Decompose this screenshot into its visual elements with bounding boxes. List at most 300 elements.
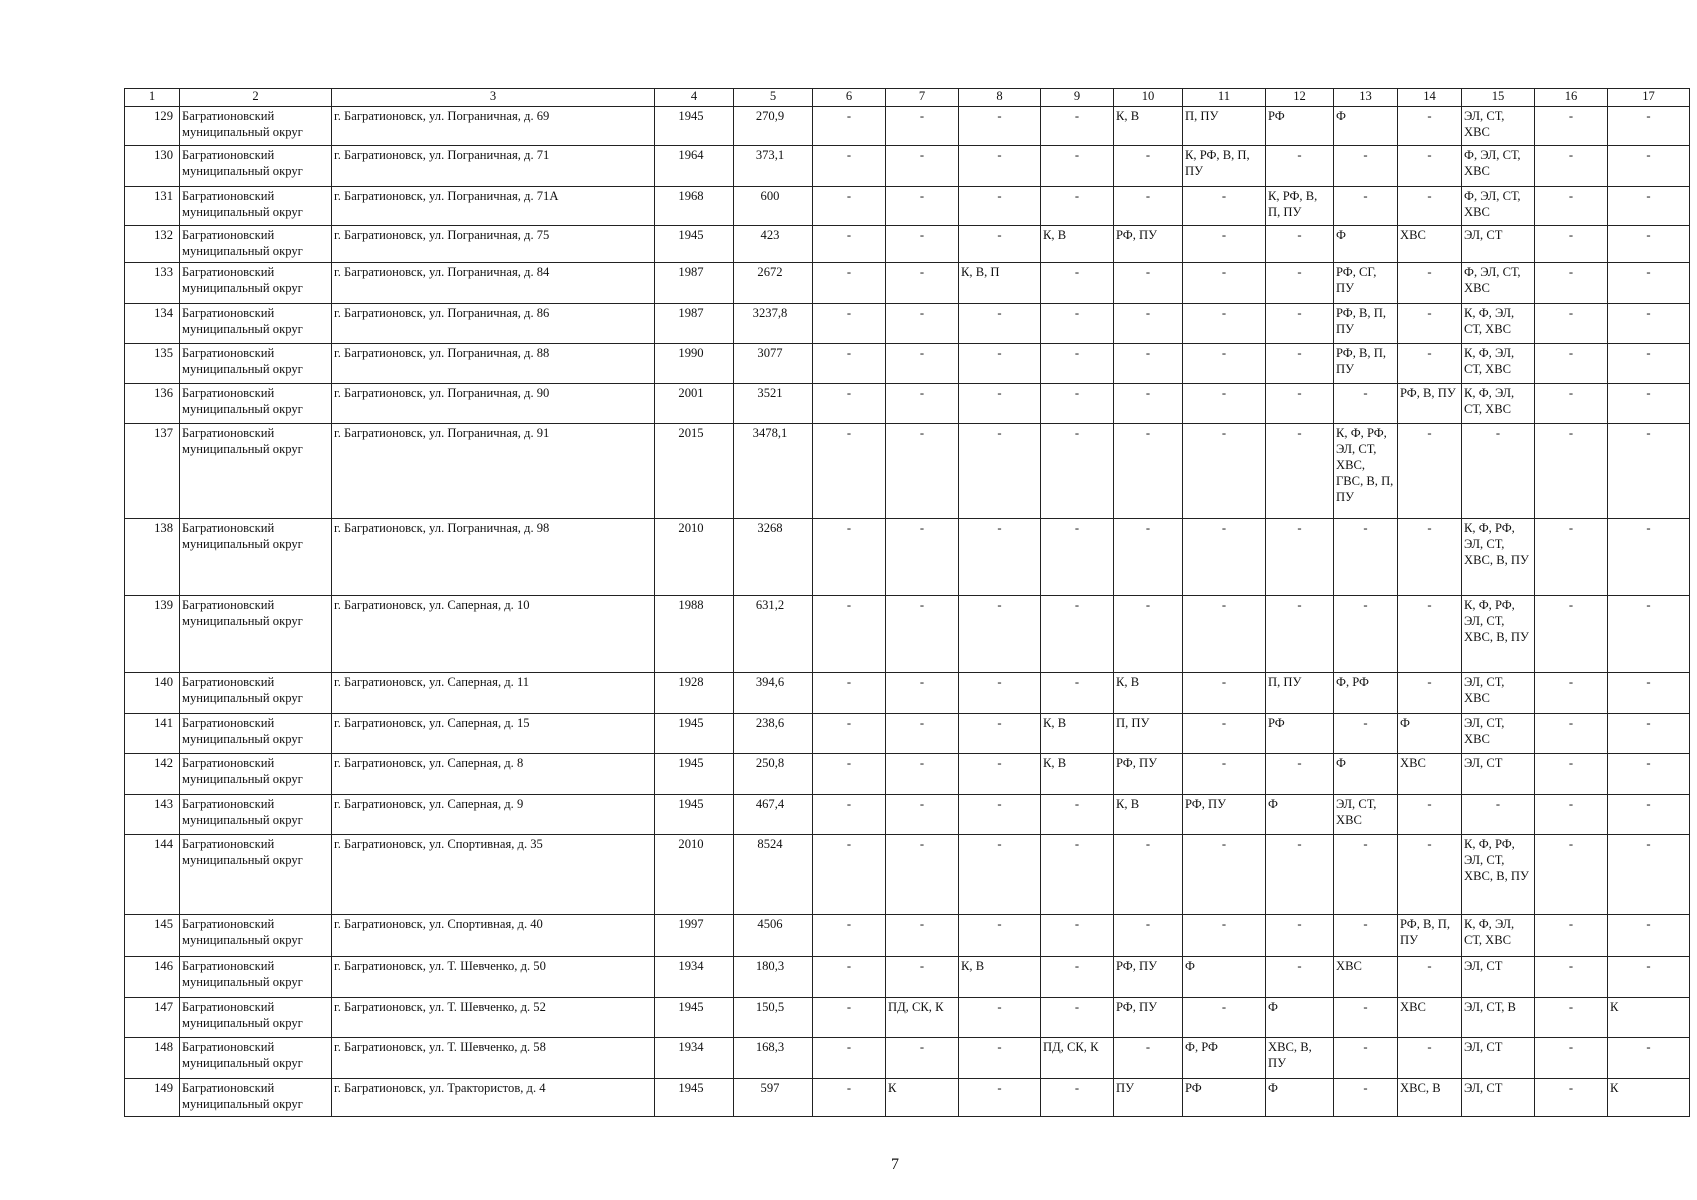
table-cell: - [813, 304, 886, 344]
table-cell: 137 [125, 424, 180, 519]
table-cell: - [1608, 596, 1690, 673]
table-cell: 597 [734, 1079, 813, 1117]
table-cell: - [1462, 424, 1535, 519]
table-cell: - [813, 795, 886, 835]
table-cell: г. Багратионовск, ул. Пограничная, д. 91 [332, 424, 655, 519]
table-cell: - [1266, 519, 1334, 596]
table-cell: 238,6 [734, 714, 813, 754]
table-cell: - [1183, 673, 1266, 714]
table-row [125, 714, 1690, 754]
table-cell: - [1608, 146, 1690, 187]
table-cell: - [1334, 596, 1398, 673]
table-cell: 149 [125, 1079, 180, 1117]
table-cell: ПУ [1114, 1079, 1183, 1117]
table-cell: К, В [1041, 226, 1114, 263]
table-cell: К, Ф, РФ, ЭЛ, СТ, ХВС, ГВС, В, П, ПУ [1334, 424, 1398, 519]
table-cell: - [1334, 1038, 1398, 1079]
table-cell: 146 [125, 957, 180, 998]
table-cell: - [1608, 344, 1690, 384]
table-cell: Багратионовский муниципальный округ [180, 596, 332, 673]
table-row [125, 146, 1690, 187]
table-cell: г. Багратионовск, ул. Пограничная, д. 75 [332, 226, 655, 263]
table-cell: - [1608, 263, 1690, 304]
table-cell: - [1041, 998, 1114, 1038]
table-row [125, 107, 1690, 146]
table-row [125, 998, 1690, 1038]
table-cell: Ф [1334, 754, 1398, 795]
table-cell: 1945 [655, 795, 734, 835]
table-cell: - [1183, 998, 1266, 1038]
table-cell: Багратионовский муниципальный округ [180, 1038, 332, 1079]
table-cell: К, В [1114, 107, 1183, 146]
table-cell: - [1041, 263, 1114, 304]
table-cell: 1945 [655, 1079, 734, 1117]
table-cell: П, ПУ [1183, 107, 1266, 146]
table-cell: - [813, 714, 886, 754]
table-cell: - [1535, 596, 1608, 673]
table-cell: ХВС, В, ПУ [1266, 1038, 1334, 1079]
table-row [125, 519, 1690, 596]
table-cell: - [1535, 146, 1608, 187]
table-cell: - [886, 596, 959, 673]
table-cell: ЭЛ, СТ [1462, 226, 1535, 263]
table-cell: - [1608, 915, 1690, 957]
table-cell: Багратионовский муниципальный округ [180, 263, 332, 304]
table-cell: - [1041, 673, 1114, 714]
table-cell: К, Ф, ЭЛ, СТ, ХВС [1462, 344, 1535, 384]
table-cell: г. Багратионовск, ул. Пограничная, д. 90 [332, 384, 655, 424]
table-cell: - [1183, 187, 1266, 226]
table-cell: - [886, 384, 959, 424]
table-cell: - [886, 673, 959, 714]
column-number-header: 17 [1608, 89, 1690, 107]
table-cell: - [1608, 795, 1690, 835]
table-row [125, 754, 1690, 795]
table-cell: - [959, 187, 1041, 226]
table-row [125, 673, 1690, 714]
table-cell: Багратионовский муниципальный округ [180, 915, 332, 957]
table-cell: 3077 [734, 344, 813, 384]
table-cell: Багратионовский муниципальный округ [180, 187, 332, 226]
table-cell: 141 [125, 714, 180, 754]
table-cell: - [1334, 384, 1398, 424]
table-cell: 1945 [655, 107, 734, 146]
table-cell: 1928 [655, 673, 734, 714]
table-cell: - [1114, 519, 1183, 596]
table-cell: Багратионовский муниципальный округ [180, 226, 332, 263]
table-cell: г. Багратионовск, ул. Т. Шевченко, д. 50 [332, 957, 655, 998]
table-cell: - [813, 1038, 886, 1079]
table-row [125, 304, 1690, 344]
table-cell: - [1535, 226, 1608, 263]
table-cell: 180,3 [734, 957, 813, 998]
table-cell: РФ, СГ, ПУ [1334, 263, 1398, 304]
table-row [125, 226, 1690, 263]
table-cell: 373,1 [734, 146, 813, 187]
table-cell: 131 [125, 187, 180, 226]
table-cell: Багратионовский муниципальный округ [180, 673, 332, 714]
table-cell: - [1334, 835, 1398, 915]
table-cell: ЭЛ, СТ, ХВС [1334, 795, 1398, 835]
table-cell: - [886, 146, 959, 187]
column-number-header: 13 [1334, 89, 1398, 107]
table-cell: - [1608, 1038, 1690, 1079]
table-cell: - [1334, 519, 1398, 596]
table-cell: - [1535, 754, 1608, 795]
table-cell: Багратионовский муниципальный округ [180, 384, 332, 424]
table-cell: - [1183, 596, 1266, 673]
table-cell: Багратионовский муниципальный округ [180, 754, 332, 795]
table-cell: - [959, 146, 1041, 187]
table-cell: 2010 [655, 519, 734, 596]
table-cell: Багратионовский муниципальный округ [180, 344, 332, 384]
table-cell: - [1114, 384, 1183, 424]
table-cell: 1968 [655, 187, 734, 226]
table-cell: РФ [1266, 107, 1334, 146]
table-cell: 3237,8 [734, 304, 813, 344]
table-cell: 133 [125, 263, 180, 304]
table-cell: 1990 [655, 344, 734, 384]
table-cell: - [886, 226, 959, 263]
table-cell: - [813, 915, 886, 957]
table-cell: К, Ф, ЭЛ, СТ, ХВС [1462, 384, 1535, 424]
table-cell: - [959, 1079, 1041, 1117]
table-cell: г. Багратионовск, ул. Пограничная, д. 69 [332, 107, 655, 146]
table-cell: - [886, 795, 959, 835]
table-cell: - [1114, 835, 1183, 915]
table-cell: г. Багратионовск, ул. Пограничная, д. 71А [332, 187, 655, 226]
table-cell: - [1266, 263, 1334, 304]
table-cell: - [1183, 304, 1266, 344]
table-cell: - [1535, 187, 1608, 226]
table-cell: Ф [1183, 957, 1266, 998]
table-cell: - [886, 957, 959, 998]
table-cell: - [1334, 915, 1398, 957]
table-cell: - [813, 957, 886, 998]
table-cell: - [959, 344, 1041, 384]
table-cell: - [959, 519, 1041, 596]
table-cell: К, Ф, РФ, ЭЛ, СТ, ХВС, В, ПУ [1462, 835, 1535, 915]
table-cell: - [1183, 754, 1266, 795]
table-cell: - [1041, 304, 1114, 344]
table-cell: РФ, ПУ [1114, 754, 1183, 795]
table-cell: - [1114, 1038, 1183, 1079]
table-cell: - [959, 998, 1041, 1038]
table-cell: РФ, ПУ [1183, 795, 1266, 835]
table-cell: - [1183, 519, 1266, 596]
table-cell: - [1041, 915, 1114, 957]
table-cell: П, ПУ [1114, 714, 1183, 754]
table-cell: 1964 [655, 146, 734, 187]
table-cell: РФ, В, П, ПУ [1398, 915, 1462, 957]
table-cell: РФ [1266, 714, 1334, 754]
table-cell: - [1183, 263, 1266, 304]
table-cell: Багратионовский муниципальный округ [180, 795, 332, 835]
table-cell: Багратионовский муниципальный округ [180, 304, 332, 344]
table-cell: Ф, ЭЛ, СТ, ХВС [1462, 187, 1535, 226]
table-row [125, 187, 1690, 226]
table-cell: 3268 [734, 519, 813, 596]
table-cell: РФ, В, ПУ [1398, 384, 1462, 424]
table-cell: ЭЛ, СТ [1462, 1079, 1535, 1117]
table-cell: РФ, В, П, ПУ [1334, 344, 1398, 384]
table-cell: г. Багратионовск, ул. Спортивная, д. 35 [332, 835, 655, 915]
table-cell: - [1041, 1079, 1114, 1117]
table-cell: - [1398, 107, 1462, 146]
table-cell: г. Багратионовск, ул. Пограничная, д. 98 [332, 519, 655, 596]
table-cell: Ф [1266, 1079, 1334, 1117]
table-cell: 2010 [655, 835, 734, 915]
table-row [125, 957, 1690, 998]
table-cell: - [1266, 146, 1334, 187]
table-cell: - [1041, 424, 1114, 519]
table-cell: 2001 [655, 384, 734, 424]
table-cell: - [1266, 304, 1334, 344]
table-cell: - [1398, 146, 1462, 187]
table-cell: К, Ф, РФ, ЭЛ, СТ, ХВС, В, ПУ [1462, 519, 1535, 596]
table-cell: 138 [125, 519, 180, 596]
table-cell: - [959, 714, 1041, 754]
table-cell: Багратионовский муниципальный округ [180, 519, 332, 596]
table-cell: - [886, 714, 959, 754]
table-row [125, 1038, 1690, 1079]
housing-register-table [124, 88, 1690, 1117]
table-cell: - [813, 344, 886, 384]
table-cell: - [813, 107, 886, 146]
table-cell: - [959, 915, 1041, 957]
table-cell: - [1114, 263, 1183, 304]
table-cell: - [1398, 304, 1462, 344]
table-cell: - [1041, 596, 1114, 673]
table-cell: 8524 [734, 835, 813, 915]
column-number-header: 15 [1462, 89, 1535, 107]
table-row [125, 344, 1690, 384]
table-cell: - [1535, 915, 1608, 957]
table-cell: - [886, 187, 959, 226]
table-cell: - [1535, 107, 1608, 146]
table-cell: - [1398, 424, 1462, 519]
table-cell: - [1041, 384, 1114, 424]
table-cell: г. Багратионовск, ул. Трактористов, д. 4 [332, 1079, 655, 1117]
table-cell: - [1114, 304, 1183, 344]
table-row [125, 795, 1690, 835]
table-cell: - [886, 107, 959, 146]
table-cell: 148 [125, 1038, 180, 1079]
table-row [125, 424, 1690, 519]
table-cell: Багратионовский муниципальный округ [180, 714, 332, 754]
table-cell: - [1535, 1038, 1608, 1079]
table-cell: Багратионовский муниципальный округ [180, 1079, 332, 1117]
table-cell: - [1535, 795, 1608, 835]
table-cell: ПД, СК, К [886, 998, 959, 1038]
table-cell: 1945 [655, 226, 734, 263]
table-cell: - [959, 384, 1041, 424]
table-cell: РФ, ПУ [1114, 998, 1183, 1038]
table-cell: 1945 [655, 998, 734, 1038]
table-cell: К, РФ, В, П, ПУ [1266, 187, 1334, 226]
table-cell: 1945 [655, 754, 734, 795]
table-cell: - [1398, 519, 1462, 596]
table-cell: - [1041, 957, 1114, 998]
table-cell: - [1398, 596, 1462, 673]
table-cell: г. Багратионовск, ул. Т. Шевченко, д. 52 [332, 998, 655, 1038]
table-cell: 130 [125, 146, 180, 187]
table-cell: ХВС, В [1398, 1079, 1462, 1117]
table-cell: - [1535, 519, 1608, 596]
table-cell: - [886, 519, 959, 596]
table-cell: - [1266, 835, 1334, 915]
table-cell: - [886, 754, 959, 795]
table-row [125, 835, 1690, 915]
table-cell: 631,2 [734, 596, 813, 673]
table-row [125, 384, 1690, 424]
table-cell: - [886, 1038, 959, 1079]
table-cell: - [1334, 187, 1398, 226]
table-cell: - [1608, 957, 1690, 998]
column-number-header: 12 [1266, 89, 1334, 107]
table-cell: - [1041, 795, 1114, 835]
table-cell: - [1608, 714, 1690, 754]
table-cell: - [1334, 146, 1398, 187]
table-cell: ЭЛ, СТ, ХВС [1462, 714, 1535, 754]
table-cell: Ф [1334, 107, 1398, 146]
column-number-header: 16 [1535, 89, 1608, 107]
table-cell: 150,5 [734, 998, 813, 1038]
table-cell: К, Ф, ЭЛ, СТ, ХВС [1462, 304, 1535, 344]
table-cell: 134 [125, 304, 180, 344]
table-cell: г. Багратионовск, ул. Саперная, д. 10 [332, 596, 655, 673]
table-cell: 467,4 [734, 795, 813, 835]
table-cell: г. Багратионовск, ул. Пограничная, д. 86 [332, 304, 655, 344]
table-cell: К, В, П [959, 263, 1041, 304]
table-cell: - [886, 263, 959, 304]
table-cell: г. Багратионовск, ул. Саперная, д. 11 [332, 673, 655, 714]
table-cell: ХВС [1398, 226, 1462, 263]
table-cell: - [1183, 384, 1266, 424]
table-cell: - [1183, 835, 1266, 915]
table-cell: - [1041, 146, 1114, 187]
table-cell: - [1266, 226, 1334, 263]
table-cell: ХВС [1398, 754, 1462, 795]
table-cell: ЭЛ, СТ, ХВС [1462, 107, 1535, 146]
table-cell: - [1535, 344, 1608, 384]
table-cell: РФ, ПУ [1114, 957, 1183, 998]
page-number: 7 [891, 1156, 899, 1173]
table-cell: - [1041, 519, 1114, 596]
table-cell: - [959, 754, 1041, 795]
table-cell: - [813, 384, 886, 424]
table-cell: Ф [1266, 795, 1334, 835]
table-cell: 250,8 [734, 754, 813, 795]
table-cell: К, В [1041, 714, 1114, 754]
table-cell: - [886, 424, 959, 519]
table-cell: - [1398, 957, 1462, 998]
table-cell: П, ПУ [1266, 673, 1334, 714]
table-cell: Багратионовский муниципальный округ [180, 107, 332, 146]
table-cell: Ф [1266, 998, 1334, 1038]
table-cell: Багратионовский муниципальный округ [180, 835, 332, 915]
table-cell: - [1334, 1079, 1398, 1117]
column-number-header: 11 [1183, 89, 1266, 107]
table-cell: ЭЛ, СТ [1462, 1038, 1535, 1079]
table-cell: - [959, 1038, 1041, 1079]
column-number-header: 8 [959, 89, 1041, 107]
table-cell: - [1183, 226, 1266, 263]
table-cell: - [886, 304, 959, 344]
table-cell: - [1266, 384, 1334, 424]
table-cell: - [1266, 344, 1334, 384]
table-cell: ХВС [1334, 957, 1398, 998]
table-cell: - [1535, 998, 1608, 1038]
table-cell: г. Багратионовск, ул. Саперная, д. 9 [332, 795, 655, 835]
table-cell: 147 [125, 998, 180, 1038]
table-cell: - [1462, 795, 1535, 835]
table-cell: 2672 [734, 263, 813, 304]
table-cell: - [1398, 263, 1462, 304]
table-cell: - [1114, 915, 1183, 957]
table-cell: - [959, 596, 1041, 673]
table-cell: К [1608, 998, 1690, 1038]
table-cell: - [1183, 424, 1266, 519]
table-cell: 143 [125, 795, 180, 835]
table-cell: - [1608, 754, 1690, 795]
table-cell: - [1608, 226, 1690, 263]
table-cell: - [1114, 187, 1183, 226]
table-cell: г. Багратионовск, ул. Пограничная, д. 84 [332, 263, 655, 304]
table-cell: 136 [125, 384, 180, 424]
table-cell: г. Багратионовск, ул. Пограничная, д. 71 [332, 146, 655, 187]
table-cell: - [1183, 344, 1266, 384]
table-cell: К, Ф, ЭЛ, СТ, ХВС [1462, 915, 1535, 957]
table-cell: ЭЛ, СТ [1462, 957, 1535, 998]
table-cell: 1987 [655, 304, 734, 344]
table-cell: - [959, 107, 1041, 146]
column-number-header: 10 [1114, 89, 1183, 107]
table-cell: - [1398, 673, 1462, 714]
table-cell: РФ, ПУ [1114, 226, 1183, 263]
table-cell: - [1608, 107, 1690, 146]
table-cell: - [1608, 304, 1690, 344]
table-cell: 142 [125, 754, 180, 795]
table-cell: - [1334, 998, 1398, 1038]
table-cell: 132 [125, 226, 180, 263]
table-cell: - [1608, 187, 1690, 226]
table-cell: - [813, 226, 886, 263]
table-cell: - [813, 187, 886, 226]
table-cell: К, В [1041, 754, 1114, 795]
table-cell: 1934 [655, 957, 734, 998]
table-cell: - [1608, 835, 1690, 915]
table-header-row [125, 89, 1690, 107]
table-cell: Багратионовский муниципальный округ [180, 998, 332, 1038]
table-cell: - [1535, 673, 1608, 714]
table-cell: - [1608, 384, 1690, 424]
table-cell: 1988 [655, 596, 734, 673]
table-cell: 270,9 [734, 107, 813, 146]
table-cell: 145 [125, 915, 180, 957]
table-cell: - [1535, 424, 1608, 519]
table-cell: К [1608, 1079, 1690, 1117]
table-cell: 4506 [734, 915, 813, 957]
table-cell: - [1183, 714, 1266, 754]
table-cell: - [1041, 344, 1114, 384]
table-cell: 3521 [734, 384, 813, 424]
table-cell: - [959, 226, 1041, 263]
table-cell: ЭЛ, СТ, В [1462, 998, 1535, 1038]
table-cell: - [813, 596, 886, 673]
table-cell: - [1266, 424, 1334, 519]
table-cell: - [959, 795, 1041, 835]
